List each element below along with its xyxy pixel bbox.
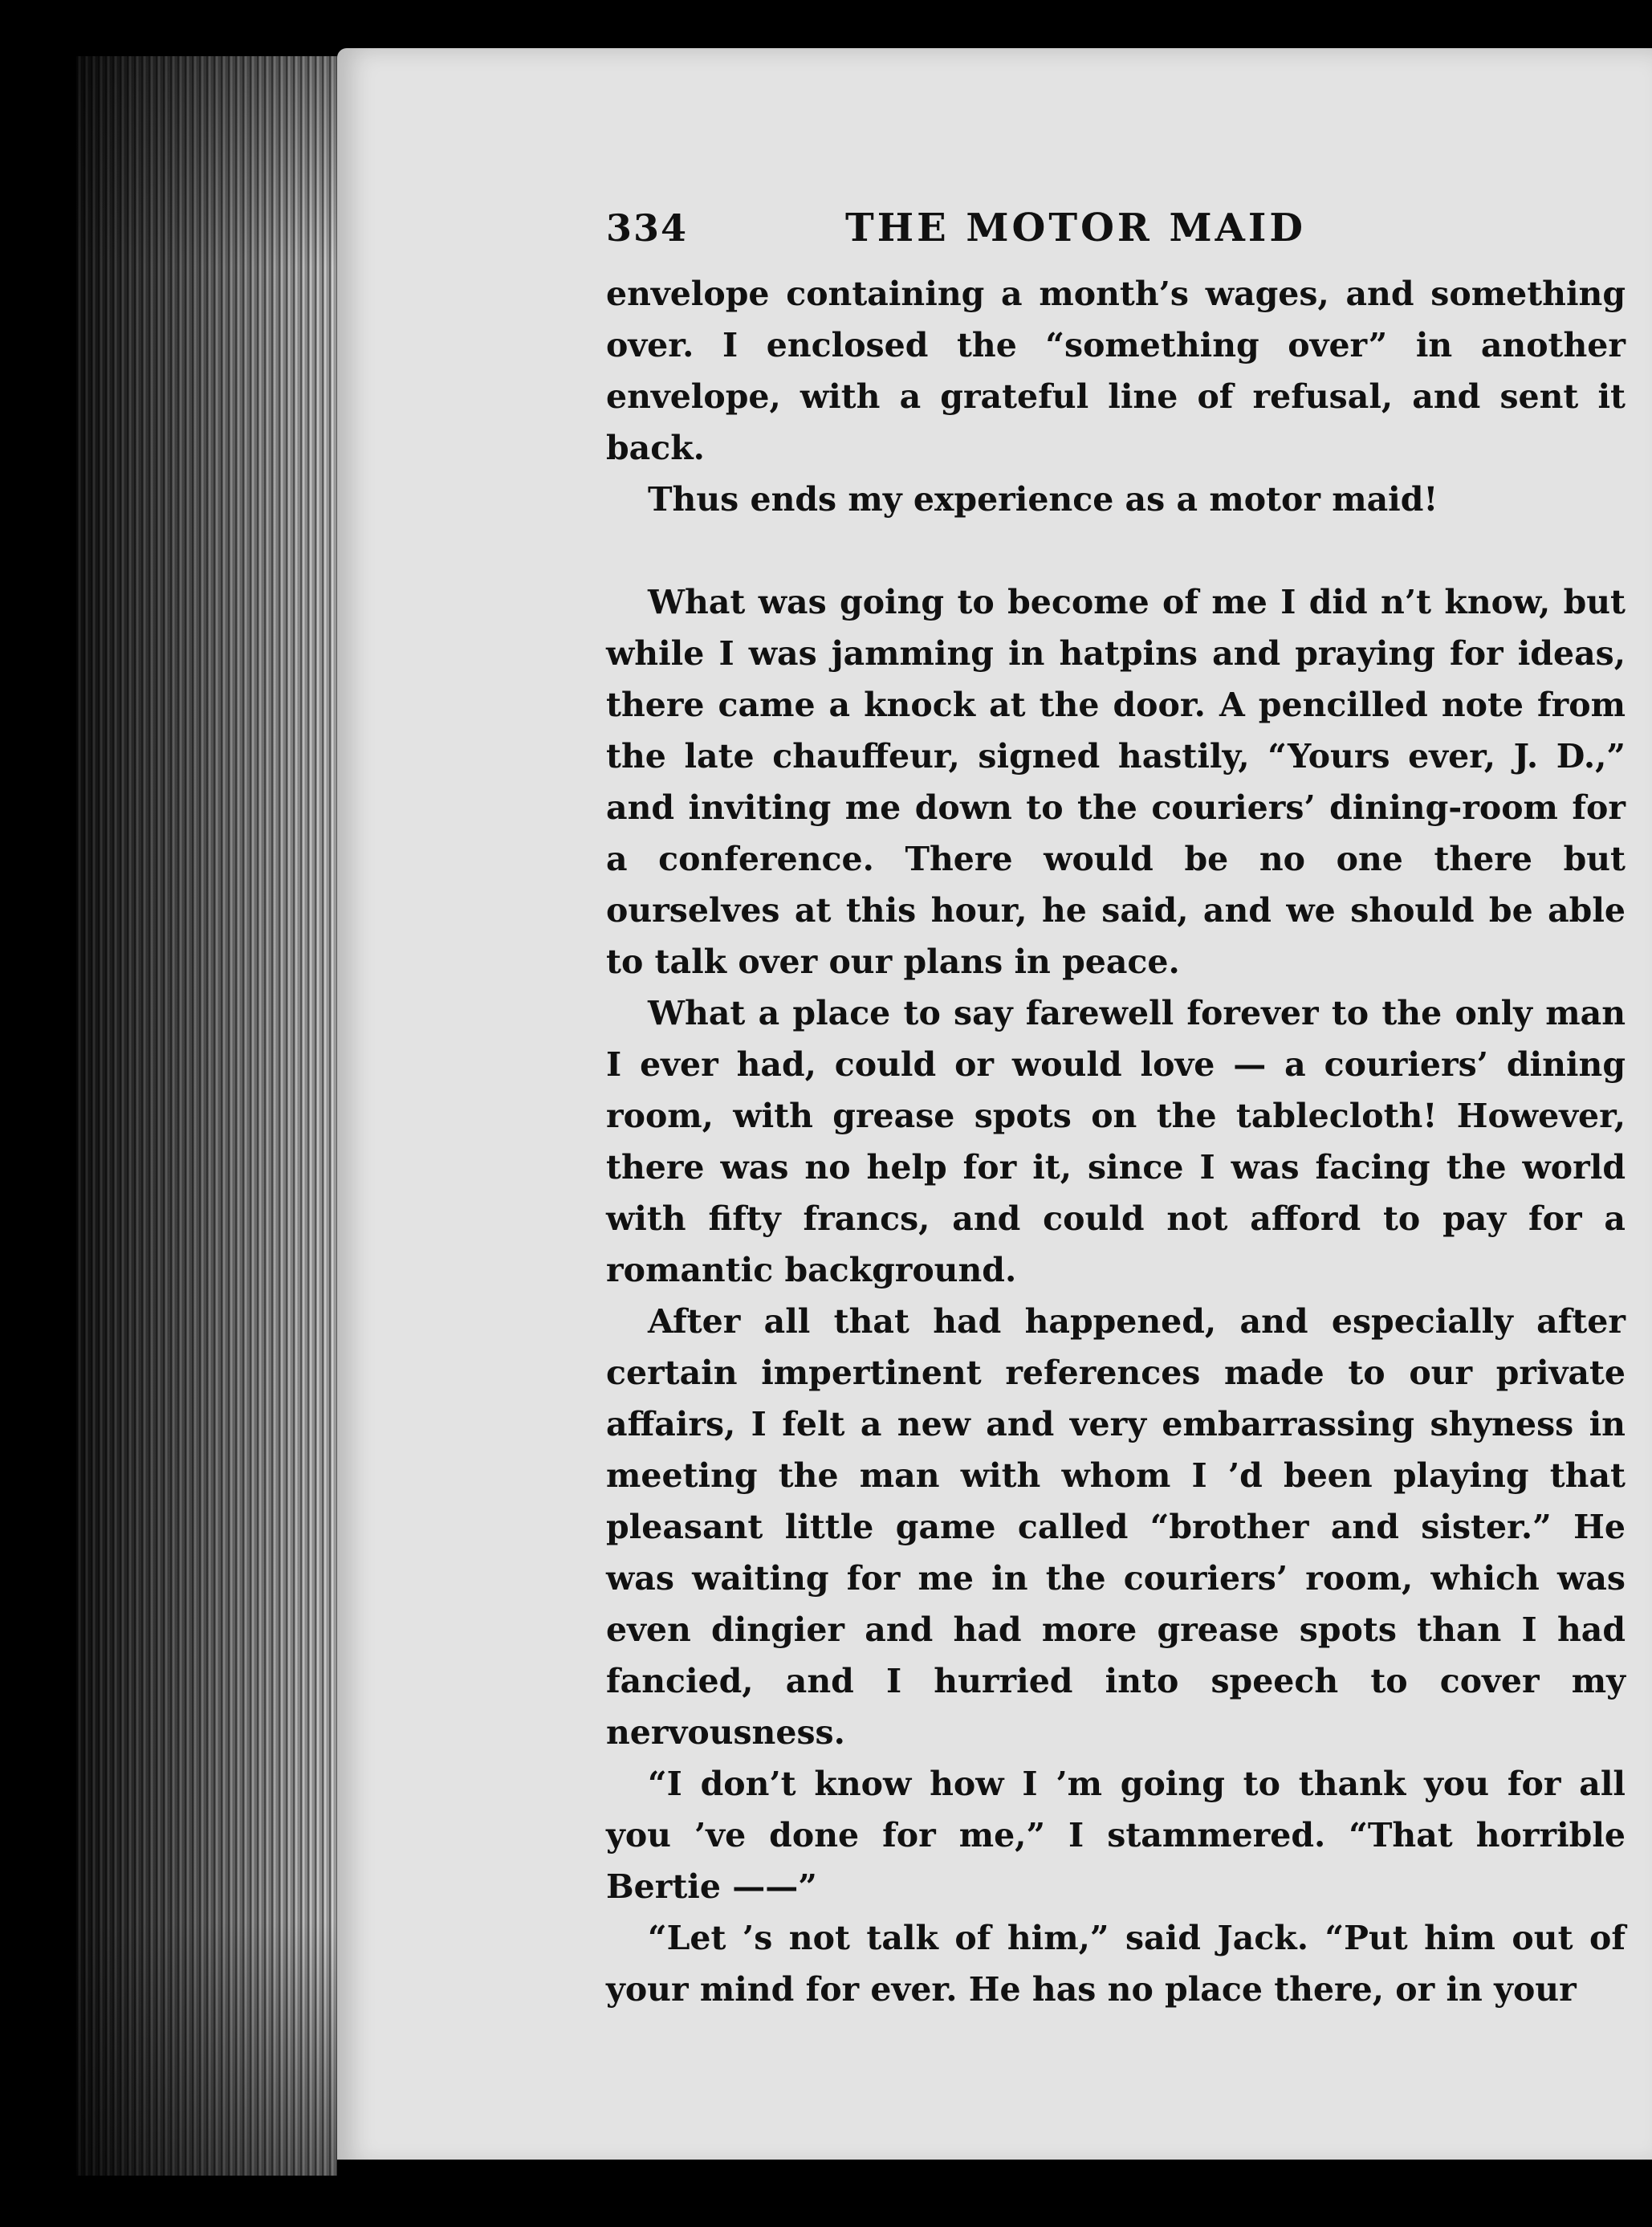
paragraph: What was going to become of me I did n’t know, but while I was jamming in hatpins and praying for ideas, there came a knock at the door. A pencilled note from the late chauffeur, signed hastily, “Yours ever, J. D.,” and inviting me down to the couriers’ dining-room for a conference. There would be no one there but ourselves at this hour, he said, and we should be able to talk over our plans in peace. (606, 583, 1626, 981)
paragraph: “Let ’s not talk of him,” said Jack. “Put him out of your mind for ever. He has no place there, or in your (606, 1919, 1626, 2009)
paragraph: Thus ends my experience as a motor maid! (648, 480, 1438, 519)
page-number: 334 (606, 206, 689, 250)
paragraph: envelope containing a month’s wages, and something over. I enclosed the “something over” in another envelope, with a grateful line of refusal, and sent it back. (606, 275, 1626, 467)
paragraph: “I don’t know how I ’m going to thank you for all you ’ve done for me,” I stammered. “That horrible Bertie ——” (606, 1765, 1626, 1906)
running-head (606, 206, 1626, 268)
running-title: THE MOTOR MAID (845, 206, 1306, 250)
page-content (606, 206, 1626, 2015)
section-break (606, 525, 1626, 576)
bottom-shadow (337, 2160, 1652, 2227)
paragraph: After all that had happened, and especially after certain impertinent references made to our private affairs, I felt a new and very embarrassing shyness in meeting the man with whom I ’d been playing that pleasant little game called “brother and sister.” He was waiting for me in the couriers’ room, which was even dingier and had more grease spots than I had fancied, and I hurried into speech to cover my nervousness. (606, 1302, 1626, 1752)
book-page (337, 48, 1652, 2168)
paragraph: What a place to say farewell forever to the only man I ever had, could or would love — a couriers’ dining room, with grease spots on the tablecloth! However, there was no help for it, since I was facing the world with fifty francs, and could not afford to pay for a romantic background. (606, 994, 1626, 1289)
page-edges-shadow (76, 56, 341, 2176)
